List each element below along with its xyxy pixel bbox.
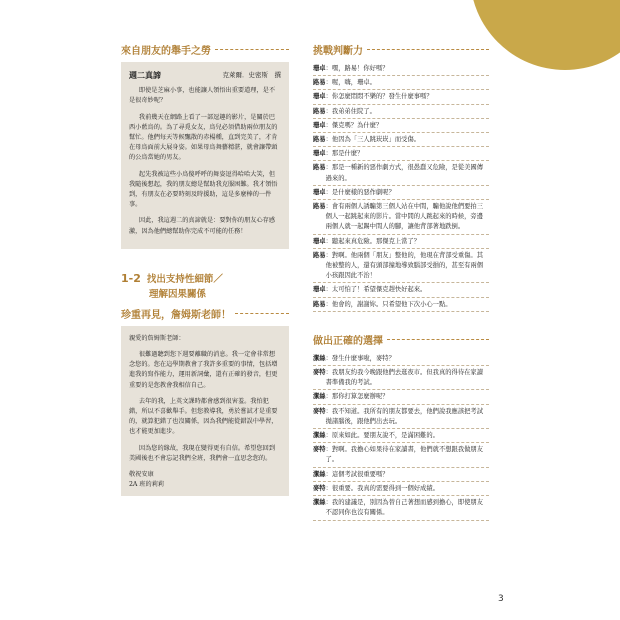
dialogue-text: ：我不知道。我所有的朋友都要去，他們說我應該把考試拋諸腦後，跟他們出去玩。 [325, 407, 484, 425]
speaker-name: 潔絲 [313, 499, 326, 507]
page-number: 3 [498, 594, 504, 604]
dialogue-text: ：我弟弟住院了。 [325, 107, 376, 115]
decorative-circle [470, 0, 620, 70]
section-header-friends [121, 42, 289, 57]
section-title-line2: 理解因果關係 [149, 288, 207, 300]
essay-author: 克萊爾．史密斯 撰 [222, 71, 281, 79]
dialogue-text: ：那是一種新的惡作劇方式，很愚蠢又危險，是從美國傳過來的。 [325, 164, 484, 182]
dialogue-line [313, 200, 489, 235]
dialogue-line [313, 76, 489, 90]
essay-paragraph: 即使是芝麻小事，也能讓人領悟出重要道理，是不是很奇妙呢？ [129, 87, 276, 105]
section-title: 做出正確的選擇 [313, 335, 383, 347]
section-header-judgment [313, 42, 489, 57]
speaker-name: 路易 [313, 203, 326, 211]
section-divider [367, 49, 489, 50]
letter-paragraph: 很難過聽到您下週要離職的消息。我一定會非常想念您的。您在這學期教會了我許多重要的事情，包括增進我的寫作能力，運用新詞彙，還有正確的發音，但更重要的是您教會我相信自己。 [129, 351, 278, 389]
speaker-name: 珊卓 [313, 286, 326, 294]
section-divider [235, 313, 289, 314]
section-heading-1-2 [121, 267, 289, 300]
dialogue-line [313, 496, 489, 520]
speaker-name: 珊卓 [313, 188, 326, 196]
dialogue-line [313, 147, 489, 161]
dialogue-text: ：會有兩個人誘騙第三個人站在中間，騙他說他們要拍三個人一起跳起來的影片。當中間的人跳起來的時候，旁邊兩個人就一起踢中間人的腳，讓他背部著地跌倒。 [325, 203, 484, 231]
section-header-choice [313, 332, 489, 347]
letter-greeting: 親愛的詹姆斯老師： [129, 334, 185, 342]
dialogue-text: ：嘿，路易！你好嗎？ [325, 65, 389, 72]
dialogue-line [313, 366, 489, 390]
section-header-letter [121, 306, 289, 321]
dialogue-2 [313, 352, 489, 521]
dialogue-text: ：那你打算怎麼辦呢？ [325, 393, 389, 401]
speaker-name: 珊卓 [313, 237, 326, 245]
section-title: 來自朋友的舉手之勞 [121, 46, 211, 57]
letter-heading: 珍重再見，詹姆斯老師！ [121, 309, 231, 321]
speaker-name: 路易 [313, 164, 326, 172]
dialogue-line [313, 352, 489, 366]
dialogue-line [313, 468, 489, 482]
dialogue-text: ：發生什麼事啦，麥特？ [325, 354, 395, 362]
dialogue-line [313, 429, 489, 443]
dialogue-text: ：是什麼樣的惡作劇呢？ [325, 188, 395, 196]
speaker-name: 麥特 [313, 484, 326, 492]
dialogue-line [313, 443, 489, 467]
dialogue-text: ：我朋友約我今晚跟他們去逛夜市。但我真的得待在家讀書準備我的考試。 [325, 369, 484, 387]
letter-paragraph: 去年的我，上英文課時都會感到很害羞。我怕犯錯，所以不喜歡舉手。但您教導我，勇於嘗試才是重要的，就算犯錯了也沒關係，因為我們能從錯誤中學習，也才能更加進步。 [129, 397, 278, 436]
dialogue-text: ：對啊。我擔心如果待在家讀書，他們就不想跟我做朋友了。 [325, 446, 484, 464]
speaker-name: 潔絲 [313, 470, 326, 478]
dialogue-text: ：喔，嗨，珊卓。 [325, 79, 376, 87]
speaker-name: 路易 [313, 107, 326, 115]
dialogue-text: ：原來如此。要朋友說不，是滿困難的。 [325, 432, 439, 440]
left-column [121, 42, 289, 496]
letter-paragraph: 因為您的緣故，我現在變得更有自信。希望您回到美國後也不會忘記我們全班，我們會一直思念您的。 [129, 444, 276, 462]
dialogue-1 [313, 62, 489, 312]
speaker-name: 潔絲 [313, 354, 326, 362]
dialogue-line [313, 283, 489, 297]
dialogue-text: ：聽起來真危險。那傑克上當了？ [325, 237, 421, 245]
dialogue-line [313, 62, 489, 76]
speaker-name: 潔絲 [313, 393, 326, 401]
essay-paragraph: 我前幾天在網路上看了一部逗趣的影片，是關於巴西小藍鳥的。為了尋覓女友，鳥兒必須借助兩位朋友的幫忙。他們每天等候飄散的赤楊種，直到完美了，才肯在母鳥面前大展身姿。如果母鳥舞藝精湛，就會讓帶頭的公鳥當她的男友。 [129, 113, 278, 162]
section-number: 1-2 [121, 271, 141, 285]
speaker-name: 珊卓 [313, 150, 326, 158]
essay-header [129, 70, 281, 80]
section-title: 挑戰判斷力 [313, 46, 363, 57]
dialogue-line [313, 482, 489, 496]
speaker-name: 路易 [313, 79, 326, 87]
dialogue-line [313, 298, 489, 312]
speaker-name: 麥特 [313, 446, 326, 454]
letter-closing: 敬祝安康 [129, 471, 154, 479]
dialogue-text: ：這個考試很重要嗎？ [325, 470, 389, 478]
essay-paragraph: 因此，我這週二的真諦就是：要對你的朋友心存感激，因為他們總幫助你完成不可能的任務！ [129, 217, 276, 235]
dialogue-text: ：你怎麼悶悶不樂的？發生什麼事嗎？ [325, 93, 433, 101]
dialogue-text: ：他因為「三人跳崁崁」而受傷。 [325, 136, 421, 144]
speaker-name: 珊卓 [313, 121, 326, 129]
speaker-name: 路易 [313, 136, 326, 144]
dialogue-line [313, 390, 489, 404]
dialogue-line [313, 133, 489, 147]
section-title-line1: 找出支持性細節／ [146, 273, 223, 285]
dialogue-line [313, 249, 489, 284]
speaker-name: 珊卓 [313, 93, 326, 101]
speaker-name: 麥特 [313, 369, 326, 377]
dialogue-text: ：很重要。我真的需要得到一個好成績。 [325, 484, 439, 492]
speaker-name: 麥特 [313, 407, 326, 415]
dialogue-text: ：太可怕了！希望傑克趕快好起來。 [325, 286, 427, 294]
dialogue-text: ：那是什麼？ [325, 150, 364, 158]
dialogue-line [313, 186, 489, 200]
dialogue-line [313, 119, 489, 133]
dialogue-line [313, 105, 489, 119]
dialogue-line [313, 235, 489, 249]
speaker-name: 路易 [313, 251, 326, 259]
speaker-name: 珊卓 [313, 65, 326, 72]
dialogue-line [313, 90, 489, 104]
dialogue-text: ：傑克嗎？為什麼？ [325, 121, 383, 129]
essay-box [121, 62, 289, 249]
dialogue-line [313, 405, 489, 429]
essay-paragraph: 起先我被這些小鳥傻呼呼的舞姿逗得哈哈大笑，但我隨後想起，我的朋友總是幫助我克服困難。我才領悟到，有朋友在必要時刻及時援助，這是多麼棒的一件事。 [129, 170, 278, 209]
dialogue-text: ：對啊。他兩個「朋友」整他的，他現在背部受重傷。其他被整的人，還有頭部撞地導致腦部受損的，甚至有兩個小孩跟因此不治！ [325, 251, 484, 280]
dialogue-text: ：我的建議是，別因為替自己著想而感到擔心，即使朋友不認同你也沒有關係。 [325, 499, 484, 517]
right-column [313, 42, 489, 521]
section-divider [387, 339, 489, 340]
letter-box [121, 326, 289, 497]
dialogue-line [313, 161, 489, 185]
dialogue-text: ：他會的，謝謝妳。只希望他下次小心一點。 [325, 300, 452, 308]
section-divider [215, 49, 289, 50]
speaker-name: 潔絲 [313, 432, 326, 440]
speaker-name: 路易 [313, 300, 326, 308]
letter-signature: 2A 班的莉莉 [129, 481, 165, 489]
essay-title: 週二真諦 [129, 70, 161, 80]
